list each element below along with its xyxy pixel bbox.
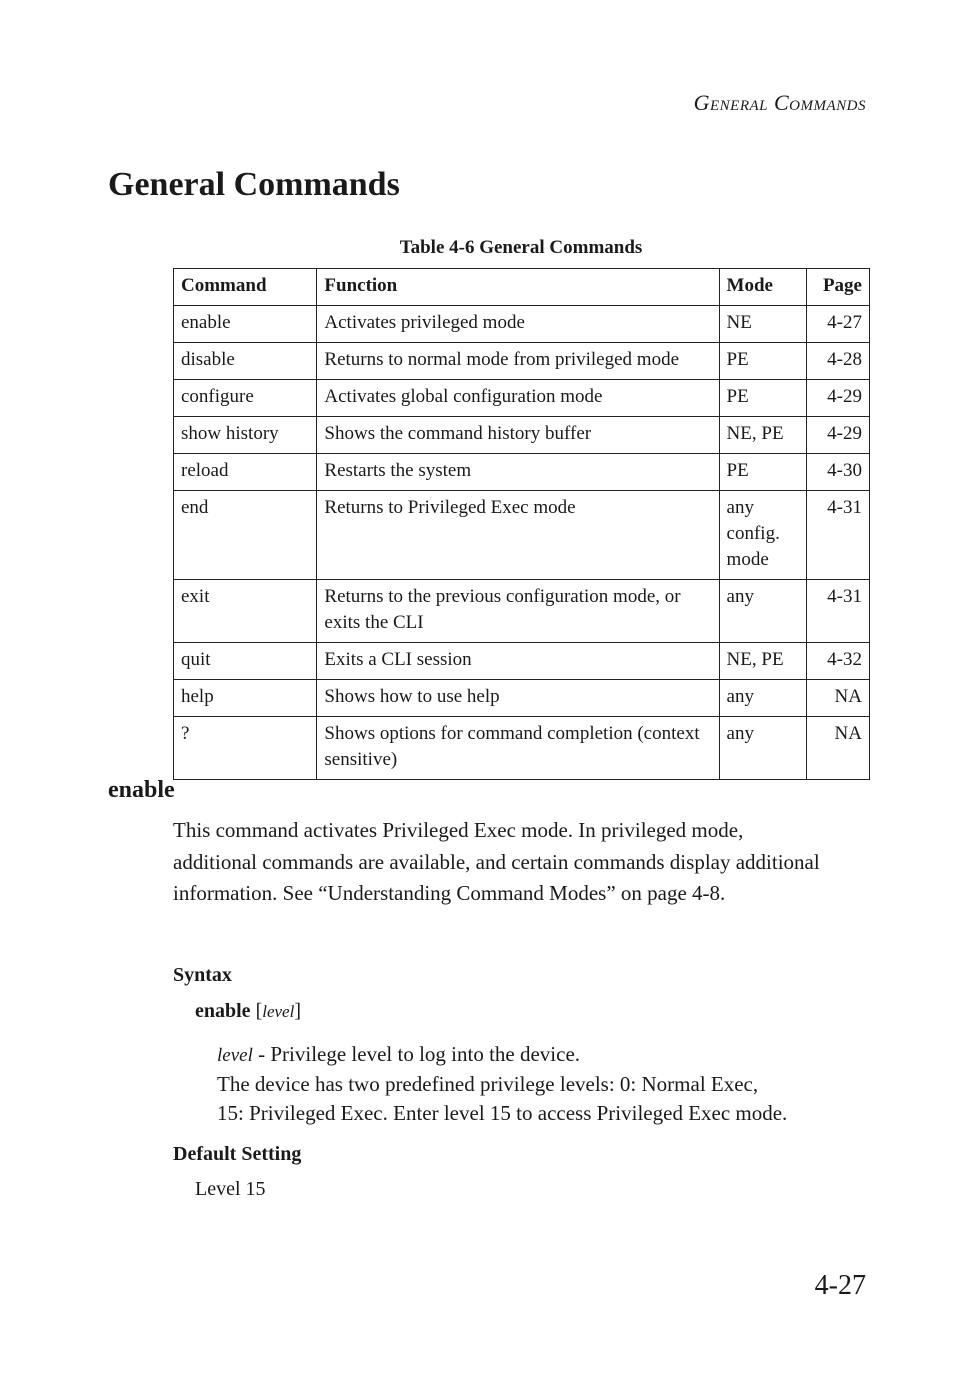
cell-function: Returns to the previous configuration mode, or exits the CLI — [317, 580, 719, 643]
cell-page: 4-28 — [806, 343, 869, 380]
header-function: Function — [317, 269, 719, 306]
default-setting-value: Level 15 — [195, 1178, 266, 1200]
header-mode: Mode — [719, 269, 806, 306]
cell-function: Returns to normal mode from privileged mode — [317, 343, 719, 380]
cell-mode: any — [719, 680, 806, 717]
cell-mode: NE — [719, 306, 806, 343]
cell-page: NA — [806, 717, 869, 780]
table-row — [174, 643, 870, 680]
cell-function: Shows the command history buffer — [317, 417, 719, 454]
cell-function: Shows how to use help — [317, 680, 719, 717]
cell-page: 4-31 — [806, 491, 869, 580]
cell-command: help — [174, 680, 317, 717]
param-line-2: The device has two predefined privilege levels: 0: Normal Exec, — [217, 1072, 759, 1096]
table-header-row — [174, 269, 870, 306]
cell-mode: PE — [719, 380, 806, 417]
cell-function: Exits a CLI session — [317, 643, 719, 680]
param-line-1: level - Privilege level to log into the device. — [217, 1042, 581, 1066]
table-row — [174, 680, 870, 717]
cell-function: Returns to Privileged Exec mode — [317, 491, 719, 580]
table-caption: Table 4-6 General Commands — [399, 237, 643, 258]
cell-command: enable — [174, 306, 317, 343]
syntax-close-bracket: ] — [294, 1000, 301, 1022]
page-number: 4-27 — [814, 1270, 866, 1301]
syntax-argument: level — [262, 1002, 295, 1021]
page-title: General Commands — [108, 166, 400, 203]
table-row — [174, 380, 870, 417]
general-commands-table — [173, 268, 870, 780]
cell-page: 4-27 — [806, 306, 869, 343]
cell-mode: any — [719, 717, 806, 780]
cell-page: 4-29 — [806, 417, 869, 454]
cell-mode: NE, PE — [719, 643, 806, 680]
cell-command: end — [174, 491, 317, 580]
table-row — [174, 491, 870, 580]
syntax-keyword: enable — [195, 1000, 251, 1022]
header-page: Page — [806, 269, 869, 306]
cell-mode: any config. mode — [719, 491, 806, 580]
cell-command: quit — [174, 643, 317, 680]
table-row — [174, 417, 870, 454]
param-line-3: 15: Privileged Exec. Enter level 15 to access Privileged Exec mode. — [217, 1101, 788, 1125]
cell-command: reload — [174, 454, 317, 491]
table-row — [174, 343, 870, 380]
cell-mode: NE, PE — [719, 417, 806, 454]
cell-page: 4-32 — [806, 643, 869, 680]
section-heading-enable: enable — [108, 777, 175, 803]
table-row — [174, 580, 870, 643]
cell-page: 4-29 — [806, 380, 869, 417]
cell-mode: PE — [719, 343, 806, 380]
cell-command: exit — [174, 580, 317, 643]
table-row — [174, 306, 870, 343]
table-row — [174, 717, 870, 780]
cell-command: configure — [174, 380, 317, 417]
cell-command: show history — [174, 417, 317, 454]
header-command: Command — [174, 269, 317, 306]
default-setting-heading: Default Setting — [173, 1143, 302, 1165]
section-description: This command activates Privileged Exec mode. In privileged mode, additional commands are available, and certain commands display additional information. See “Understanding Command Modes” on page 4-8. — [173, 818, 820, 905]
cell-function: Shows options for command completion (context sensitive) — [317, 717, 719, 780]
cell-page: NA — [806, 680, 869, 717]
parameter-description — [217, 1040, 877, 1128]
syntax-heading: Syntax — [173, 964, 232, 986]
cell-page: 4-31 — [806, 580, 869, 643]
cell-mode: any — [719, 580, 806, 643]
cell-function: Activates global configuration mode — [317, 380, 719, 417]
cell-mode: PE — [719, 454, 806, 491]
cell-command: ? — [174, 717, 317, 780]
cell-command: disable — [174, 343, 317, 380]
cell-page: 4-30 — [806, 454, 869, 491]
param-name: level — [217, 1045, 253, 1066]
syntax-open-bracket: [ — [255, 1000, 263, 1022]
table-row — [174, 454, 870, 491]
cell-function: Restarts the system — [317, 454, 719, 491]
cell-function: Activates privileged mode — [317, 306, 719, 343]
running-head: GENERAL COMMANDS — [693, 90, 866, 115]
syntax-line — [195, 1000, 301, 1023]
